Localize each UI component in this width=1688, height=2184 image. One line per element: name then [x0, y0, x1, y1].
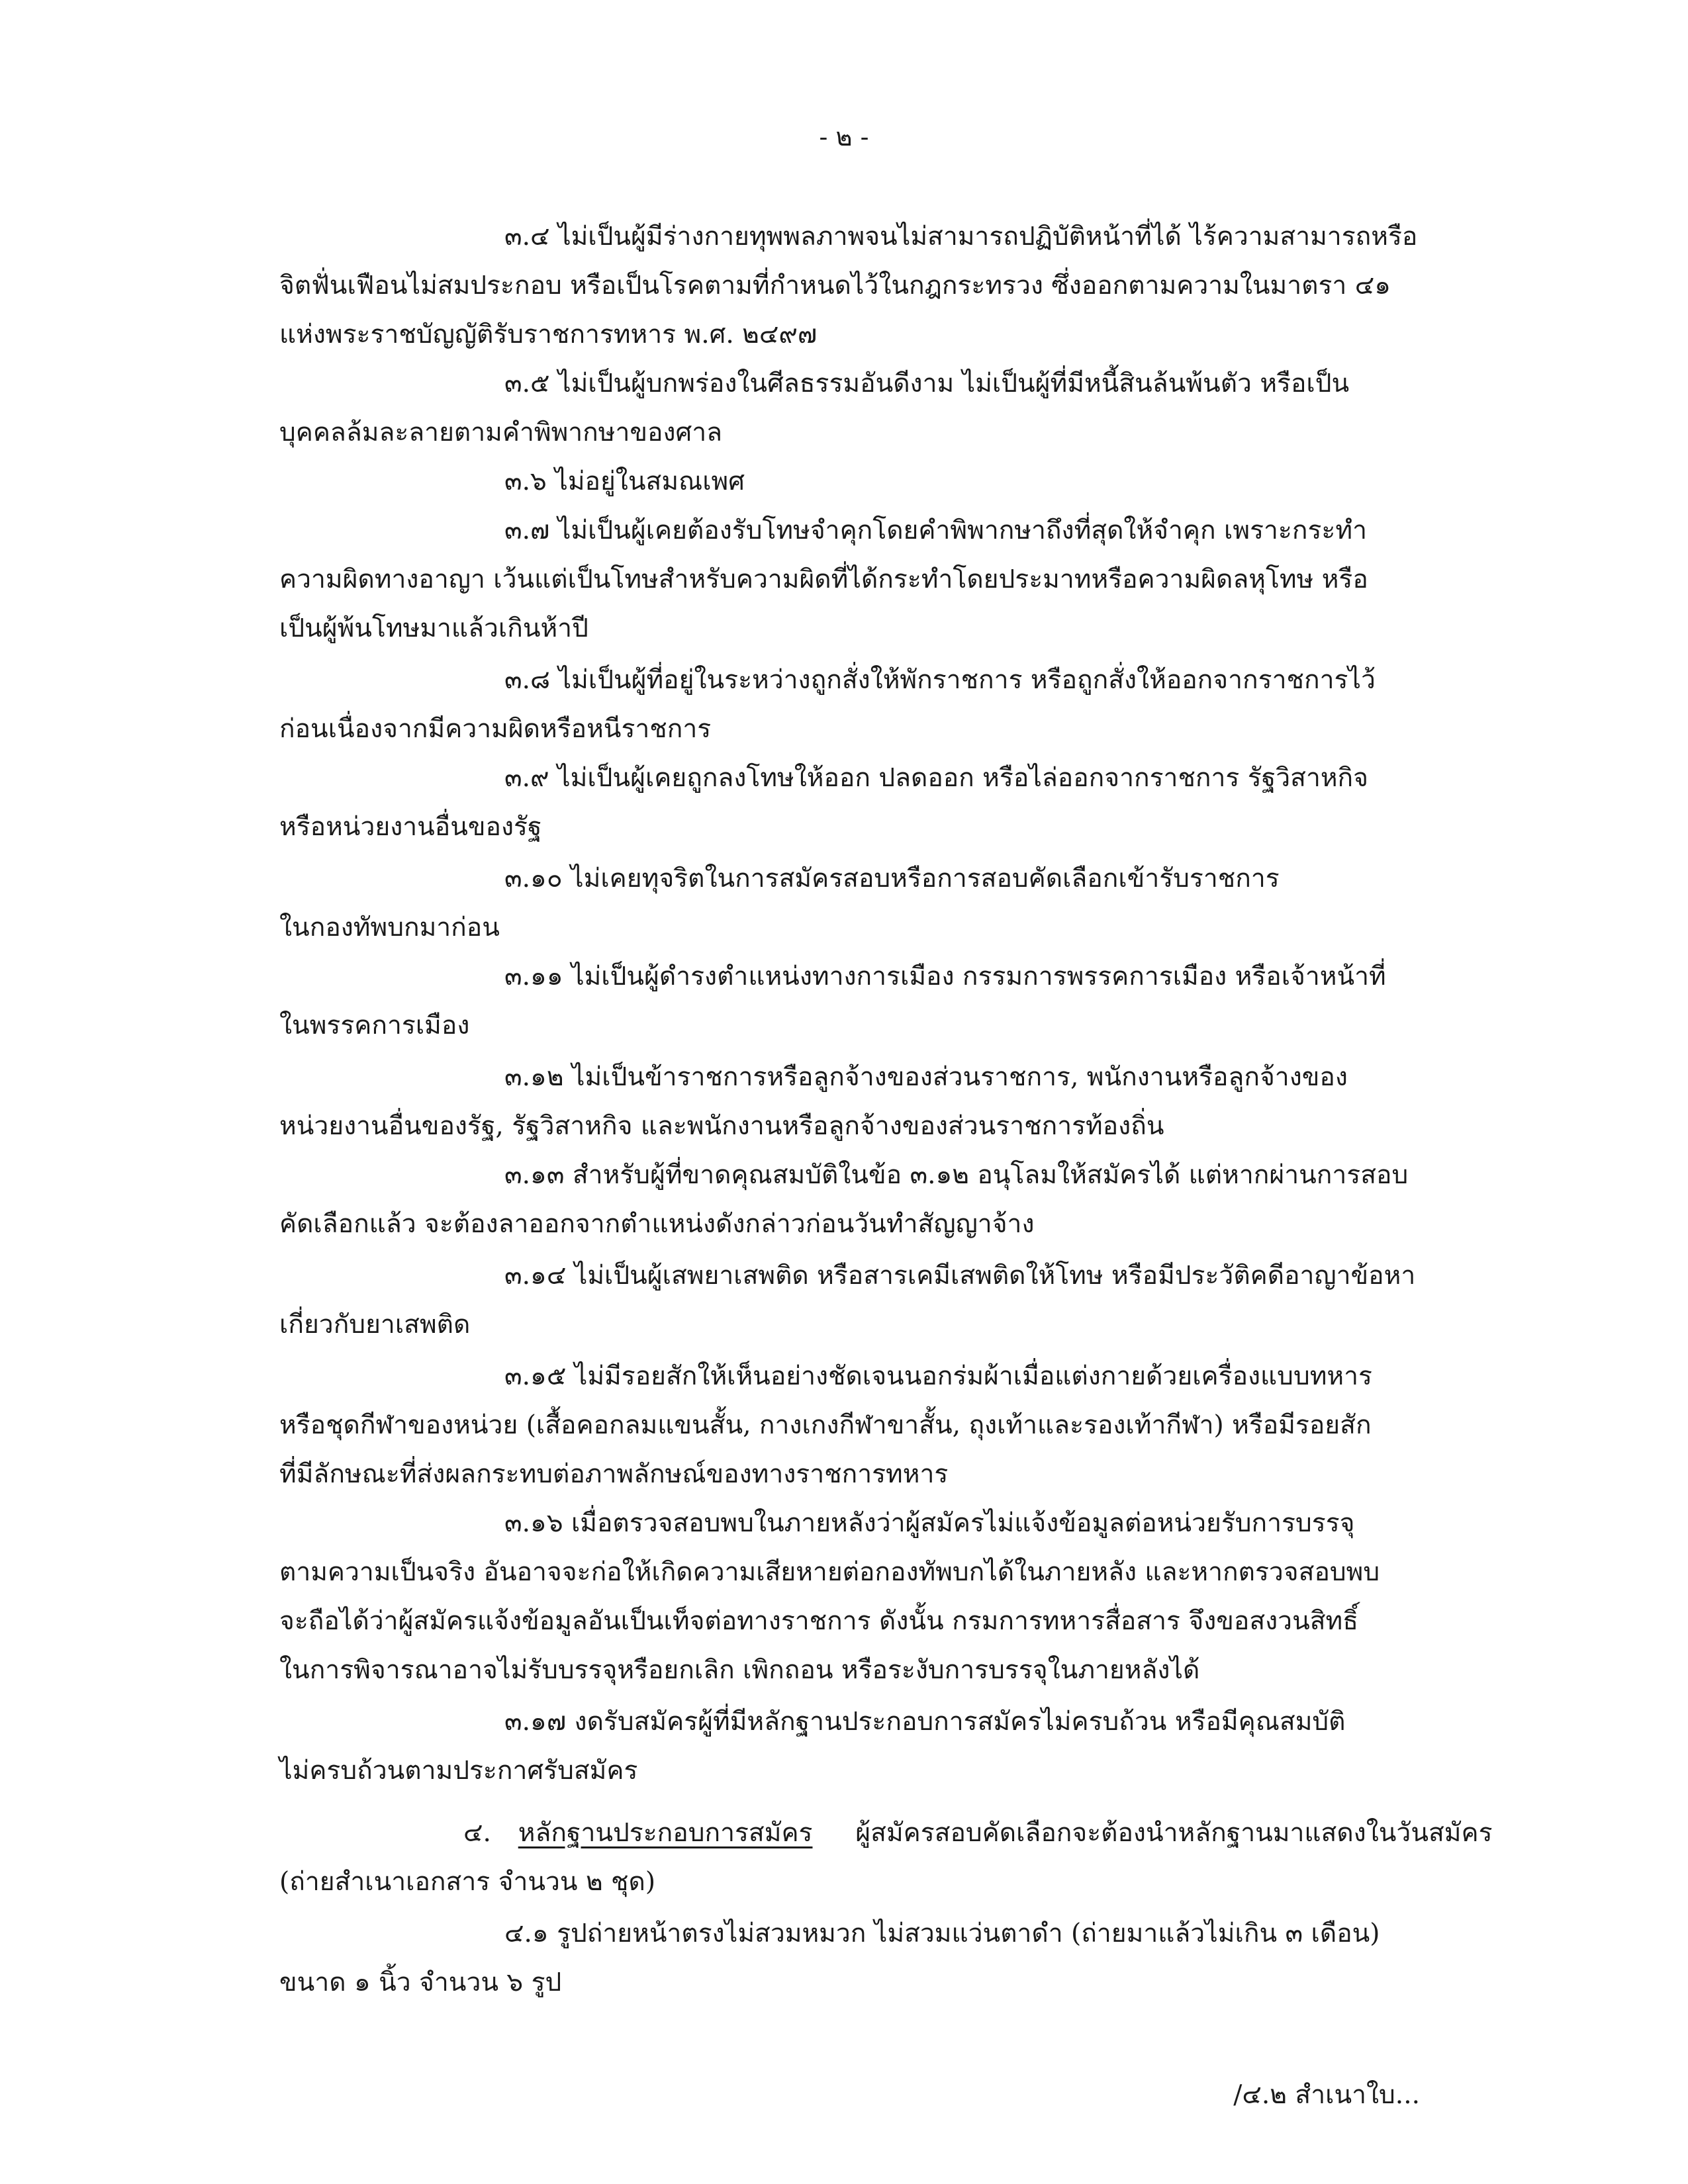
paragraph-line: ๔.๑ รูปถ่ายหน้าตรงไม่สวมหมวก ไม่สวมแว่นตาดำ (ถ่ายมาแล้วไม่เกิน ๓ เดือน) — [504, 1919, 1380, 1948]
paragraph-line: ๓.๑๐ ไม่เคยทุจริตในการสมัครสอบหรือการสอบคัดเลือกเข้ารับราชการ — [504, 864, 1280, 893]
paragraph-line: ๓.๕ ไม่เป็นผู้บกพร่องในศีลธรรมอันดีงาม ไม่เป็นผู้ที่มีหนี้สินล้นพ้นตัว หรือเป็น — [504, 369, 1350, 398]
paragraph-line: ขนาด ๑ นิ้ว จำนวน ๖ รูป — [279, 1968, 562, 1997]
paragraph-line: เป็นผู้พ้นโทษมาแล้วเกินห้าปี — [279, 614, 588, 643]
paragraph-line: ๓.๑๔ ไม่เป็นผู้เสพยาเสพติด หรือสารเคมีเสพติดให้โทษ หรือมีประวัติคดีอาญาข้อหา — [504, 1261, 1416, 1291]
section-4-heading-line — [463, 1815, 1493, 1852]
paragraph-line: แห่งพระราชบัญญัติรับราชการทหาร พ.ศ. ๒๔๙๗ — [279, 320, 818, 349]
paragraph-line: ๓.๑๗ งดรับสมัครผู้ที่มีหลักฐานประกอบการสมัครไม่ครบถ้วน หรือมีคุณสมบัติ — [504, 1707, 1346, 1737]
paragraph-line: ๓.๘ ไม่เป็นผู้ที่อยู่ในระหว่างถูกสั่งให้พักราชการ หรือถูกสั่งให้ออกจากราชการไว้ — [504, 665, 1376, 695]
paragraph-line: ๓.๔ ไม่เป็นผู้มีร่างกายทุพพลภาพจนไม่สามารถปฏิบัติหน้าที่ได้ ไร้ความสามารถหรือ — [504, 222, 1418, 251]
paragraph-line: จิตฟั่นเฟือนไม่สมประกอบ หรือเป็นโรคตามที่กำหนดไว้ในกฎกระทรวง ซึ่งออกตามความในมาตรา ๔๑ — [279, 271, 1391, 300]
paragraph-line: ในกองทัพบกมาก่อน — [279, 913, 500, 942]
paragraph-line: จะถือได้ว่าผู้สมัครแจ้งข้อมูลอันเป็นเท็จต่อทางราชการ ดังนั้น กรมการทหารสื่อสาร จึงขอสงวนสิทธิ์ — [279, 1606, 1359, 1636]
paragraph-line: ๓.๑๕ ไม่มีรอยสักให้เห็นอย่างชัดเจนนอกร่มผ้าเมื่อแต่งกายด้วยเครื่องแบบทหาร — [504, 1361, 1372, 1391]
section-4-number: ๔. — [463, 1818, 491, 1848]
paragraph-line: เกี่ยวกับยาเสพติด — [279, 1310, 471, 1340]
paragraph-line: หรือชุดกีฬาของหน่วย (เสื้อคอกลมแขนสั้น, กางเกงกีฬาขาสั้น, ถุงเท้าและรองเท้ากีฬา) หรือมีรอยสัก — [279, 1410, 1372, 1440]
paragraph-line: หน่วยงานอื่นของรัฐ, รัฐวิสาหกิจ และพนักงานหรือลูกจ้างของส่วนราชการท้องถิ่น — [279, 1111, 1164, 1141]
paragraph-line: ๓.๖ ไม่อยู่ในสมณเพศ — [504, 467, 745, 496]
paragraph-line: ที่มีลักษณะที่ส่งผลกระทบต่อภาพลักษณ์ของทางราชการทหาร — [279, 1459, 949, 1489]
paragraph-line: ในการพิจารณาอาจไม่รับบรรจุหรือยกเลิก เพิกถอน หรือระงับการบรรจุในภายหลังได้ — [279, 1655, 1200, 1685]
paragraph-line: ๓.๗ ไม่เป็นผู้เคยต้องรับโทษจำคุกโดยคำพิพากษาถึงที่สุดให้จำคุก เพราะกระทำ — [504, 516, 1367, 545]
paragraph-line: ตามความเป็นจริง อันอาจจะก่อให้เกิดความเสียหายต่อกองทัพบกได้ในภายหลัง และหากตรวจสอบพบ — [279, 1557, 1380, 1587]
page-number: - ๒ - — [819, 122, 869, 152]
paragraph-line: ความผิดทางอาญา เว้นแต่เป็นโทษสำหรับความผิดที่ได้กระทำโดยประมาทหรือความผิดลหุโทษ หรือ — [279, 565, 1368, 594]
paragraph-line: ๓.๑๓ สำหรับผู้ที่ขาดคุณสมบัติในข้อ ๓.๑๒ อนุโลมให้สมัครได้ แต่หากผ่านการสอบ — [504, 1160, 1409, 1190]
paragraph-line: ๓.๑๑ ไม่เป็นผู้ดำรงตำแหน่งทางการเมือง กรรมการพรรคการเมือง หรือเจ้าหน้าที่ — [504, 962, 1386, 991]
paragraph-line: ในพรรคการเมือง — [279, 1011, 470, 1040]
paragraph-line: บุคคลล้มละลายตามคำพิพากษาของศาล — [279, 418, 723, 447]
paragraph-line: คัดเลือกแล้ว จะต้องลาออกจากตำแหน่งดังกล่าวก่อนวันทำสัญญาจ้าง — [279, 1209, 1035, 1239]
paragraph-line: ก่อนเนื่องจากมีความผิดหรือหนีราชการ — [279, 714, 712, 744]
paragraph-line: หรือหน่วยงานอื่นของรัฐ — [279, 812, 542, 842]
paragraph-line: ๓.๙ ไม่เป็นผู้เคยถูกลงโทษให้ออก ปลดออก หรือไล่ออกจากราชการ รัฐวิสาหกิจ — [504, 763, 1369, 793]
paragraph-line: ๓.๑๖ เมื่อตรวจสอบพบในภายหลังว่าผู้สมัครไม่แจ้งข้อมูลต่อหน่วยรับการบรรจุ — [504, 1508, 1355, 1538]
paragraph-line: (ถ่ายสำเนาเอกสาร จำนวน ๒ ชุด) — [279, 1867, 656, 1897]
paragraph-line: ๓.๑๒ ไม่เป็นข้าราชการหรือลูกจ้างของส่วนราชการ, พนักงานหรือลูกจ้างของ — [504, 1062, 1348, 1092]
section-4-heading: หลักฐานประกอบการสมัคร — [518, 1818, 813, 1848]
continuation-note: /๔.๒ สำเนาใบ... — [1233, 2080, 1420, 2110]
paragraph-line: ไม่ครบถ้วนตามประกาศรับสมัคร — [279, 1756, 638, 1786]
section-4-intro: ผู้สมัครสอบคัดเลือกจะต้องนำหลักฐานมาแสดงในวันสมัคร — [855, 1818, 1493, 1848]
